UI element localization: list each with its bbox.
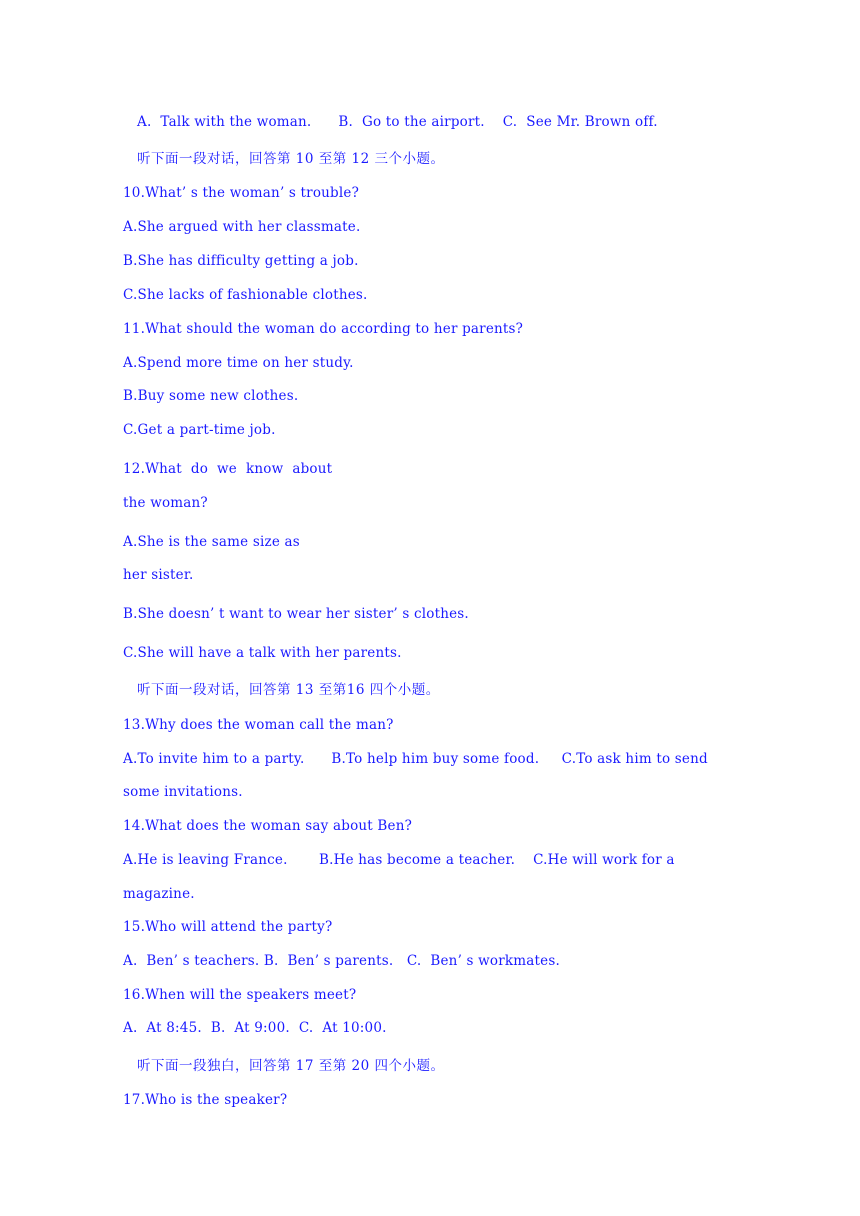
- q16-options: A. At 8:45. B. At 9:00. C. At 10:00.: [123, 1020, 387, 1036]
- q13-options-line2: some invitations.: [123, 784, 243, 800]
- question-10: 10.What’ s the woman’ s trouble?: [123, 185, 360, 201]
- q11-option-b: B.Buy some new clothes.: [123, 388, 299, 404]
- q11-option-c: C.Get a part-time job.: [123, 422, 276, 438]
- question-17: 17.Who is the speaker?: [123, 1092, 288, 1108]
- q15-options: A. Ben’ s teachers. B. Ben’ s parents. C. Ben’ s workmates.: [123, 953, 560, 969]
- q11-option-a: A.Spend more time on her study.: [123, 355, 354, 371]
- question-11: 11.What should the woman do according to her parents?: [123, 321, 524, 337]
- q14-options-line2: magazine.: [123, 886, 195, 902]
- q10-option-c: C.She lacks of fashionable clothes.: [123, 287, 368, 303]
- question-12-line2: the woman?: [123, 495, 208, 511]
- q12-option-c: C.She will have a talk with her parents.: [123, 645, 402, 661]
- question-14: 14.What does the woman say about Ben?: [123, 818, 413, 834]
- section-instruction-10-12: 听下面一段对话，回答第 10 至第 12 三个小题。: [137, 151, 445, 167]
- q12-option-b: B.She doesn’ t want to wear her sister’ s clothes.: [123, 606, 469, 622]
- q14-options-line1: A.He is leaving France. B.He has become a teacher. C.He will work for a: [123, 852, 675, 868]
- question-13: 13.Why does the woman call the man?: [123, 717, 394, 733]
- q9-options: A. Talk with the woman. B. Go to the airport. C. See Mr. Brown off.: [137, 114, 658, 130]
- q10-option-a: A.She argued with her classmate.: [123, 219, 361, 235]
- section-instruction-17-20: 听下面一段独白，回答第 17 至第 20 四个小题。: [137, 1058, 445, 1074]
- q12-option-a-line2: her sister.: [123, 567, 194, 583]
- q12-option-a-line1: A.She is the same size as: [123, 534, 300, 550]
- section-instruction-13-16: 听下面一段对话，回答第 13 至第16 四个小题。: [137, 682, 440, 698]
- question-16: 16.When will the speakers meet?: [123, 987, 357, 1003]
- question-12-line1: 12.What do we know about: [123, 461, 333, 477]
- question-15: 15.Who will attend the party?: [123, 919, 333, 935]
- q10-option-b: B.She has difficulty getting a job.: [123, 253, 359, 269]
- q13-options-line1: A.To invite him to a party. B.To help him buy some food. C.To ask him to send: [123, 751, 708, 767]
